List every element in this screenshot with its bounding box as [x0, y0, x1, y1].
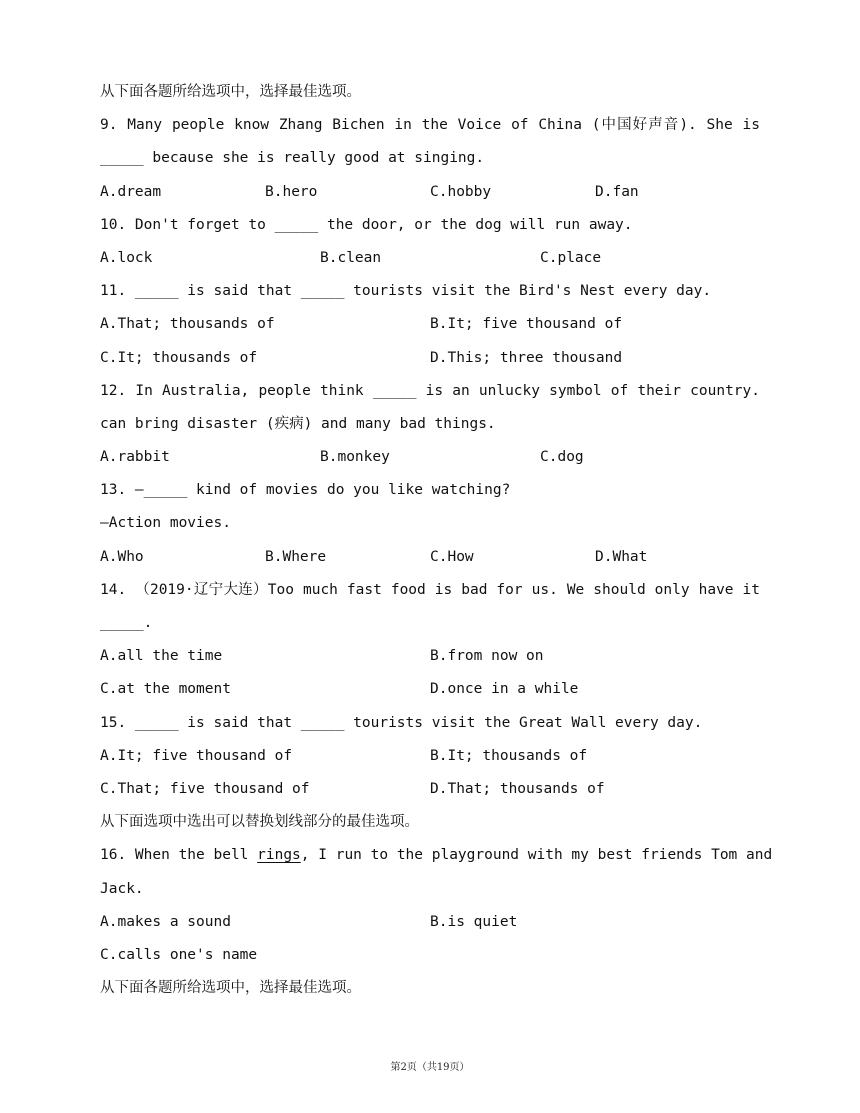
question-16-text-cont: Jack. [100, 880, 144, 897]
question-16-text [100, 839, 773, 872]
option-c[interactable]: C.at the moment [100, 681, 231, 698]
option-d[interactable]: D.What [595, 548, 648, 565]
question-11-text: 11. _____ is said that _____ tourists visit the Bird's Nest every day. [100, 283, 712, 300]
question-11-options-row2 [100, 342, 760, 375]
section-instruction: 从下面选项中选出可以替换划线部分的最佳选项。 [100, 814, 419, 831]
question-13-text: 13. —_____ kind of movies do you like watching? [100, 482, 511, 499]
question-16-text-end: , I run to the playground with my best friends Tom and [300, 847, 773, 864]
question-16-options-row1 [100, 906, 760, 939]
question-12-text: 12. In Australia, people think _____ is an unlucky symbol of their country. [100, 382, 760, 399]
question-13-options [100, 541, 760, 574]
option-d[interactable]: D.once in a while [430, 681, 579, 698]
option-b[interactable]: B.monkey [320, 449, 390, 466]
question-10-options [100, 242, 760, 275]
option-d[interactable]: D.This; three thousand [430, 349, 623, 366]
question-9-text: 9. Many people know Zhang Bichen in the Voice of China (中国好声音). She is [100, 117, 760, 134]
question-15-text: 15. _____ is said that _____ tourists visit the Great Wall every day. [100, 714, 703, 731]
question-9-options [100, 176, 760, 209]
option-a[interactable]: A.lock [100, 249, 153, 266]
question-14-text: 14. （2019·辽宁大连）Too much fast food is bad for us. We should only have it [100, 581, 760, 598]
option-b[interactable]: B.It; five thousand of [430, 316, 623, 333]
section-instruction: 从下面各题所给选项中，选择最佳选项。 [100, 84, 361, 100]
option-b[interactable]: B.is quiet [430, 913, 518, 930]
option-b[interactable]: B.clean [320, 249, 382, 266]
question-12-text-cont: can bring disaster (疾病) and many bad things. [100, 415, 496, 432]
question-list [100, 76, 773, 1005]
section-instruction: 从下面各题所给选项中，选择最佳选项。 [100, 980, 361, 997]
option-c[interactable]: C.place [540, 249, 602, 266]
option-a[interactable]: A.rabbit [100, 449, 170, 466]
option-b[interactable]: B.hero [265, 183, 318, 200]
option-c[interactable]: C.How [430, 548, 474, 565]
question-13-text-cont: —Action movies. [100, 515, 231, 532]
option-c[interactable]: C.dog [540, 449, 584, 466]
question-11-options-row1 [100, 308, 760, 341]
option-a[interactable]: A.makes a sound [100, 913, 231, 930]
option-c[interactable]: C.hobby [430, 183, 492, 200]
question-16-text-start: 16. When the bell [100, 847, 258, 864]
question-10-text: 10. Don't forget to _____ the door, or the dog will run away. [100, 216, 633, 233]
option-c[interactable]: C.calls one's name [100, 946, 258, 963]
question-12-options [100, 441, 760, 474]
underlined-word: rings [257, 847, 301, 864]
option-c[interactable]: C.It; thousands of [100, 349, 258, 366]
question-14-text-cont: _____. [100, 615, 153, 631]
option-b[interactable]: B.It; thousands of [430, 747, 588, 764]
option-d[interactable]: D.That; thousands of [430, 780, 605, 797]
option-c[interactable]: C.That; five thousand of [100, 780, 310, 797]
question-15-options-row2 [100, 773, 760, 806]
question-14-options-row1 [100, 640, 760, 673]
question-15-options-row1 [100, 740, 760, 773]
question-14-options-row2 [100, 673, 760, 706]
question-16-options-row2 [100, 939, 760, 972]
option-a[interactable]: A.dream [100, 183, 162, 200]
option-b[interactable]: B.from now on [430, 648, 544, 665]
question-9-text-cont: _____ because she is really good at singing. [100, 150, 485, 167]
option-a[interactable]: A.It; five thousand of [100, 747, 293, 764]
option-a[interactable]: A.Who [100, 548, 144, 565]
option-d[interactable]: D.fan [595, 183, 639, 200]
option-a[interactable]: A.all the time [100, 648, 223, 665]
option-a[interactable]: A.That; thousands of [100, 316, 275, 333]
page-number: 第2页（共19页） [390, 1062, 470, 1073]
option-b[interactable]: B.Where [265, 548, 327, 565]
